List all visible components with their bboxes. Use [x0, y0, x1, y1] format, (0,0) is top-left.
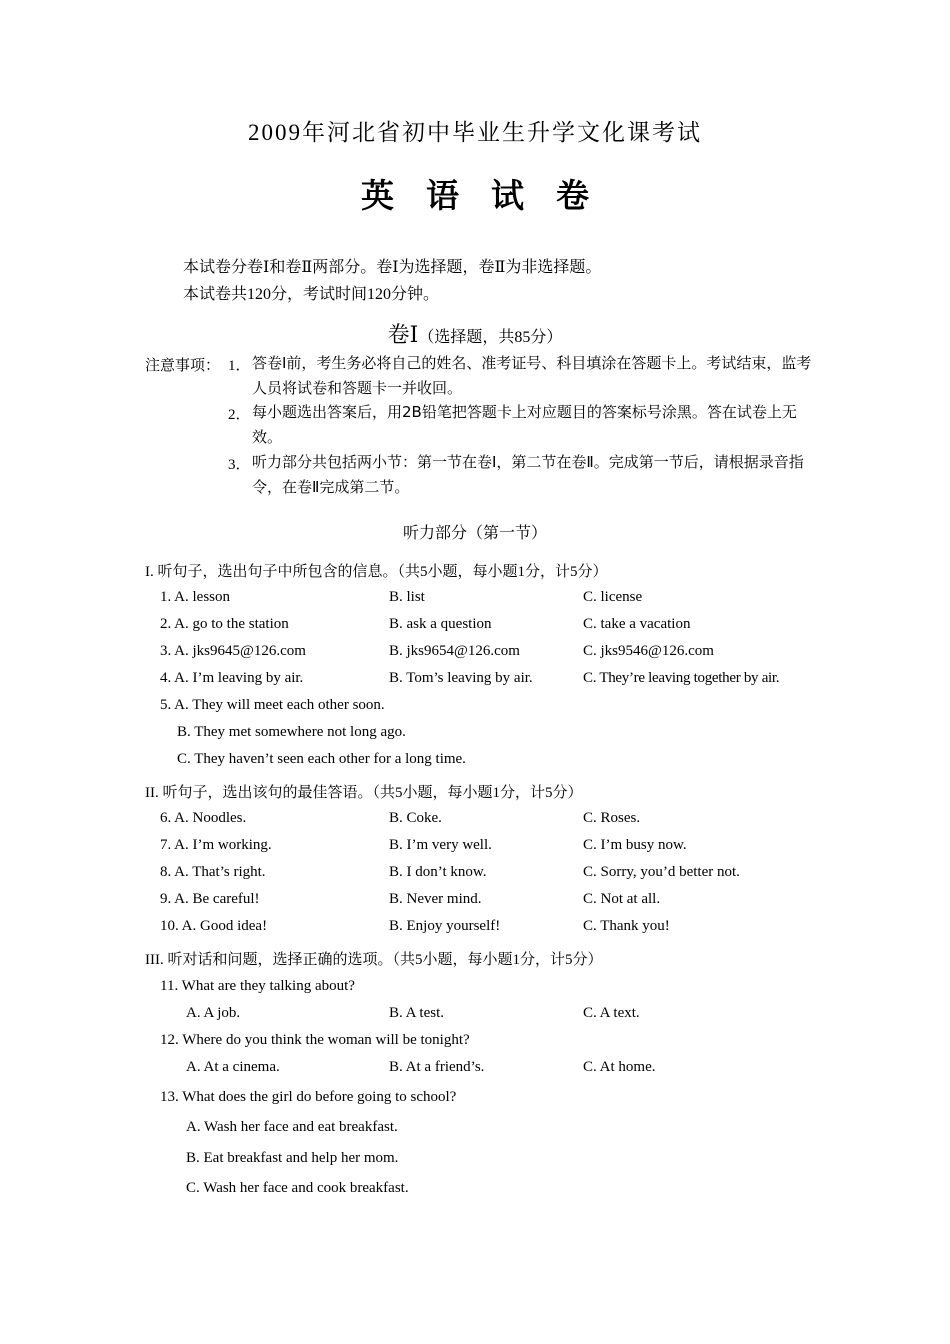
- exam-title: 2009年河北省初中毕业生升学文化课考试: [248, 120, 702, 145]
- q10-option-c: C. Thank you!: [583, 918, 670, 934]
- q10-option-b: B. Enjoy yourself!: [389, 918, 501, 934]
- part-heading-1: [145, 560, 608, 581]
- q7-option-c: C. I’m busy now.: [583, 837, 687, 853]
- q8-option-a: 8. A. That’s right.: [160, 864, 266, 880]
- part-instruction: 听对话和问题，选择正确的选项。: [167, 950, 393, 968]
- subject-title: 英语试卷: [361, 176, 621, 215]
- q11-option-a: A. A job.: [186, 1005, 241, 1021]
- part-heading-2: [145, 781, 583, 802]
- q13-question: 13. What does the girl do before going to school?: [160, 1089, 457, 1105]
- q12-option-a: A. At a cinema.: [186, 1059, 280, 1075]
- q13-option-b: B. Eat breakfast and help her mom.: [186, 1150, 399, 1166]
- q11-question: 11. What are they talking about?: [160, 978, 355, 994]
- q13-option-a: A. Wash her face and eat breakfast.: [186, 1119, 398, 1135]
- part-number: I.: [145, 564, 154, 580]
- q1-option-a: 1. A. lesson: [160, 589, 231, 605]
- q4-option-a: 4. A. I’m leaving by air.: [160, 670, 304, 686]
- q3-option-c: C. jks9546@126.com: [583, 643, 714, 659]
- section-title: [0, 318, 950, 349]
- q9-option-b: B. Never mind.: [389, 891, 482, 907]
- q10-option-a: 10. A. Good idea!: [160, 918, 268, 934]
- q6-option-c: C. Roses.: [583, 810, 641, 826]
- q8-option-b: B. I don’t know.: [389, 864, 487, 880]
- q2-option-a: 2. A. go to the station: [160, 616, 289, 632]
- q11-option-b: B. A test.: [389, 1005, 445, 1021]
- q11-option-c: C. A text.: [583, 1005, 640, 1021]
- part-instruction: 听句子，选出该句的最佳答语。: [162, 783, 373, 801]
- q5-option-b: B. They met somewhere not long ago.: [177, 724, 406, 740]
- q3-option-b: B. jks9654@126.com: [389, 643, 520, 659]
- part-number: II.: [145, 785, 159, 801]
- q8-option-c: C. Sorry, you’d better not.: [583, 864, 740, 880]
- note-number-2: 2．: [228, 407, 251, 423]
- q3-option-a: 3. A. jks9645@126.com: [160, 643, 306, 659]
- part-instruction: 听句子，选出句子中所包含的信息。: [157, 562, 398, 580]
- note-text-1: 答卷Ⅰ前，考生务必将自己的姓名、准考证号、科目填涂在答题卡上。考试结束，监考人员将试卷和答题卡一并收回。: [252, 354, 812, 397]
- part-score: （共5小题，每小题1分，计5分）: [372, 785, 583, 801]
- q7-option-b: B. I’m very well.: [389, 837, 492, 853]
- q9-option-c: C. Not at all.: [583, 891, 661, 907]
- q6-option-b: B. Coke.: [389, 810, 442, 826]
- q4-option-b: B. Tom’s leaving by air.: [389, 670, 533, 686]
- part-number: III.: [145, 952, 164, 968]
- notes-label: 注意事项：: [145, 356, 221, 374]
- note-number-3: 3．: [228, 457, 251, 473]
- q5-option-a: 5. A. They will meet each other soon.: [160, 697, 385, 713]
- part-heading-3: [145, 948, 603, 969]
- q2-option-c: C. take a vacation: [583, 616, 691, 632]
- q1-option-b: B. list: [389, 589, 425, 605]
- intro-line-1: 本试卷分卷Ⅰ和卷Ⅱ两部分。卷Ⅰ为选择题，卷Ⅱ为非选择题。: [183, 259, 602, 276]
- q12-option-b: B. At a friend’s.: [389, 1059, 485, 1075]
- q9-option-a: 9. A. Be careful!: [160, 891, 260, 907]
- q12-question: 12. Where do you think the woman will be tonight?: [160, 1032, 470, 1048]
- q6-option-a: 6. A. Noodles.: [160, 810, 247, 826]
- q7-option-a: 7. A. I’m working.: [160, 837, 272, 853]
- q12-option-c: C. At home.: [583, 1059, 656, 1075]
- listening-section-title: 听力部分（第一节）: [402, 523, 547, 542]
- note-text-3: 听力部分共包括两小节：第一节在卷Ⅰ，第二节在卷Ⅱ。完成第一节后，请根据录音指令，在卷Ⅱ完成第二节。: [252, 453, 804, 496]
- q2-option-b: B. ask a question: [389, 616, 492, 632]
- part-score: （共5小题，每小题1分，计5分）: [397, 564, 608, 580]
- note-text-2: 每小题选出答案后，用2B铅笔把答题卡上对应题目的答案标号涂黑。答在试卷上无效。: [252, 403, 797, 446]
- q13-option-c: C. Wash her face and cook breakfast.: [186, 1180, 409, 1196]
- q1-option-c: C. license: [583, 589, 643, 605]
- section-title-main: 卷Ⅰ: [387, 322, 419, 347]
- q4-option-c: C. They’re leaving together by air.: [583, 670, 780, 686]
- section-title-sub: （选择题，共85分）: [418, 329, 563, 346]
- part-score: （共5小题，每小题1分，计5分）: [392, 952, 603, 968]
- note-number-1: 1．: [228, 358, 251, 374]
- intro-line-2: 本试卷共120分，考试时间120分钟。: [183, 286, 440, 303]
- q5-option-c: C. They haven’t seen each other for a long time.: [177, 751, 466, 767]
